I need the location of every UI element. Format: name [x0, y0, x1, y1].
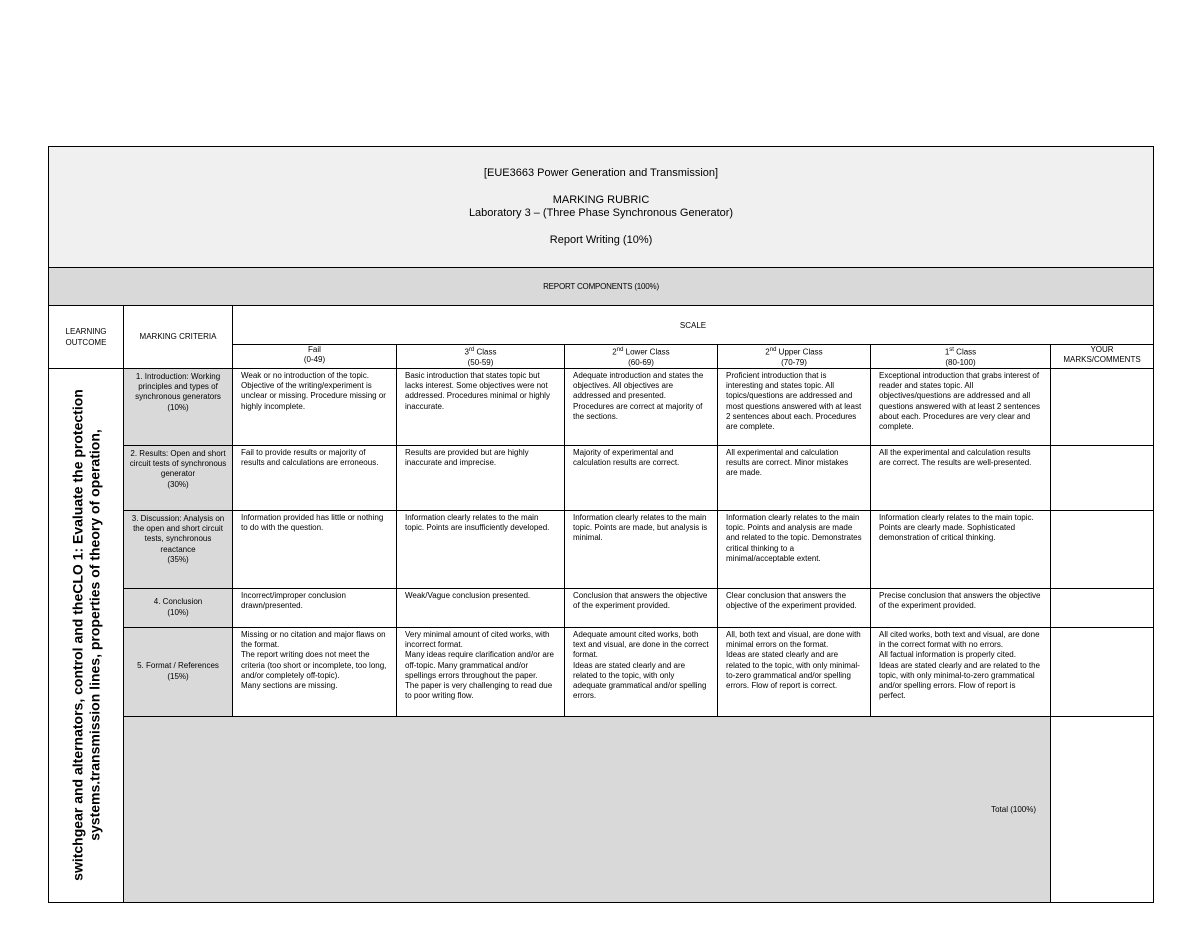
table-row [49, 510, 1154, 588]
desc-lower: Conclusion that answers the objective of the experiment provided. [565, 588, 718, 627]
criterion-introduction: 1. Introduction: Working principles and types of synchronous generators (10%) [124, 368, 233, 445]
learning-outcome-cell [49, 368, 124, 902]
desc-first: Information clearly relates to the main topic. Points are clearly made. Sophisticated demonstration of critical thinking. [871, 510, 1051, 588]
table-row [49, 627, 1154, 716]
lab-title: Laboratory 3 – (Three Phase Synchronous Generator) [468, 207, 734, 219]
table-row [49, 368, 1154, 445]
band-second-upper: 2nd Upper Class (70-79) [718, 345, 871, 369]
marks-cell[interactable] [1051, 445, 1154, 510]
desc-first: All the experimental and calculation results are correct. The results are well-presented. [871, 445, 1051, 510]
band-first-class: 1st Class (80-100) [871, 345, 1051, 369]
marks-cell[interactable] [1051, 368, 1154, 445]
criterion-discussion: 3. Discussion: Analysis on the open and short circuit tests, synchronous reactance (35%) [124, 510, 233, 588]
course-title: [EUE3663 Power Generation and Transmission] [483, 167, 719, 179]
desc-fail: Missing or no citation and major flaws on the format. The report writing does not meet the criteria (too short or incomplete, too long, and/or completely off-topic). Many sections are missing. [233, 627, 397, 716]
desc-fail: Fail to provide results or majority of results and calculations are erroneous. [233, 445, 397, 510]
total-row [49, 716, 1154, 902]
desc-third: Information clearly relates to the main topic. Points are insufficiently developed. [397, 510, 565, 588]
criterion-results: 2. Results: Open and short circuit tests of synchronous generator (30%) [124, 445, 233, 510]
desc-lower: Adequate introduction and states the objectives. All objectives are addressed and presented. Procedures are correct at majority of the sections. [565, 368, 718, 445]
desc-fail: Information provided has little or nothing to do with the question. [233, 510, 397, 588]
learning-outcome-text: switchgear and alternators, control and theCLO 1: Evaluate the protection systems.transmission lines, properties of theory of operation, [69, 389, 102, 881]
criterion-conclusion: 4. Conclusion (10%) [124, 588, 233, 627]
desc-fail: Weak or no introduction of the topic. Objective of the writing/experiment is unclear or missing. Procedure missing or highly incomplete. [233, 368, 397, 445]
report-components-label: REPORT COMPONENTS (100%) [49, 268, 1154, 306]
desc-upper: Proficient introduction that is interesting and states topic. All topics/questions are addressed and most questions answered with at least 2 sentences about each. Procedures are complete. [718, 368, 871, 445]
table-row [49, 445, 1154, 510]
marks-cell[interactable] [1051, 588, 1154, 627]
rubric-title: MARKING RUBRIC [552, 193, 650, 206]
marks-cell[interactable] [1051, 510, 1154, 588]
desc-lower: Majority of experimental and calculation results are correct. [565, 445, 718, 510]
criterion-format-references: 5. Format / References (15%) [124, 627, 233, 716]
marks-cell[interactable] [1051, 627, 1154, 716]
desc-first: All cited works, both text and visual, are done in the correct format with no errors. All factual information is properly cited. Ideas are stated clearly and are related to the topic, with only minimal-to-zero grammatical and/or spelling errors. Flow of report is perfect. [871, 627, 1051, 716]
desc-upper: All, both text and visual, are done with minimal errors on the format. Ideas are stated clearly and are related to the topic, with only minimal-to-zero grammatical and/or spelling errors. Flow of report is correct. [718, 627, 871, 716]
desc-lower: Information clearly relates to the main topic. Points are made, but analysis is minimal. [565, 510, 718, 588]
desc-first: Exceptional introduction that grabs interest of reader and states topic. All objectives/questions are addressed and all questions answered with at least 2 sentences about each. Procedures are very clear and complete. [871, 368, 1051, 445]
desc-upper: Clear conclusion that answers the objective of the experiment provided. [718, 588, 871, 627]
table-row [49, 588, 1154, 627]
marking-rubric-table [48, 146, 1154, 903]
desc-third: Weak/Vague conclusion presented. [397, 588, 565, 627]
scale-header: SCALE [233, 306, 1154, 345]
desc-upper: All experimental and calculation results are correct. Minor mistakes are made. [718, 445, 871, 510]
report-title: Report Writing (10%) [549, 233, 653, 246]
desc-first: Precise conclusion that answers the objective of the experiment provided. [871, 588, 1051, 627]
desc-fail: Incorrect/improper conclusion drawn/presented. [233, 588, 397, 627]
band-second-lower: 2nd Lower Class (60-69) [565, 345, 718, 369]
marking-criteria-header: MARKING CRITERIA [124, 306, 233, 369]
desc-third: Basic introduction that states topic but lacks interest. Some objectives were not addressed. Procedures minimal or highly inaccurate. [397, 368, 565, 445]
desc-upper: Information clearly relates to the main topic. Points and analysis are made and related to the topic. Demonstrates critical thinking to a minimal/acceptable extent. [718, 510, 871, 588]
band-fail: Fail (0-49) [233, 345, 397, 369]
total-label: Total (100%) [124, 716, 1051, 902]
rubric-header [49, 147, 1154, 268]
desc-third: Results are provided but are highly inaccurate and imprecise. [397, 445, 565, 510]
total-marks-cell[interactable] [1051, 716, 1154, 902]
desc-third: Very minimal amount of cited works, with incorrect format. Many ideas require clarification and/or are off-topic. Many grammatical and/or spellings errors throughout the paper. The paper is very challenging to read due to poor writing flow. [397, 627, 565, 716]
desc-lower: Adequate amount cited works, both text and visual, are done in the correct format. Ideas are stated clearly and are related to the topic, with only adequate grammatical and/or spelling errors. [565, 627, 718, 716]
your-marks-header: YOUR MARKS/COMMENTS [1051, 345, 1154, 369]
learning-outcome-header: LEARNING OUTCOME [49, 306, 124, 369]
band-third-class: 3rd Class (50-59) [397, 345, 565, 369]
